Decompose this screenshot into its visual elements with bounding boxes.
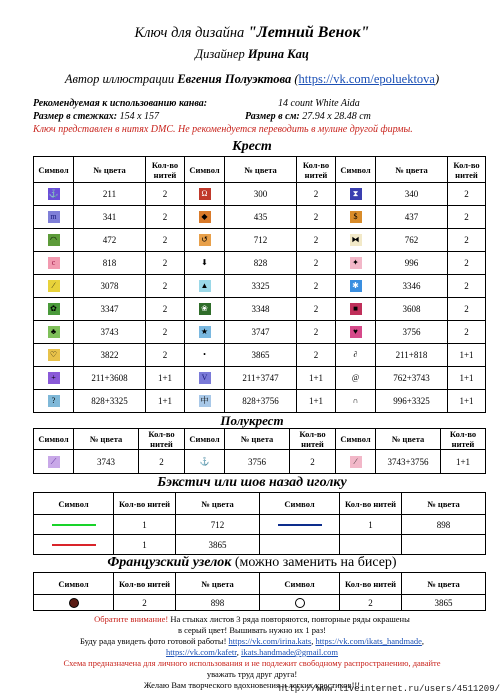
heart-shape-icon: ♥ — [350, 326, 362, 338]
strand-count: 1+1 — [297, 367, 336, 390]
size-row: Размер в стежках: 154 x 157 Размер в см: 27.94 x 28.48 cm — [33, 111, 371, 122]
heart-icon: ❀ — [199, 303, 211, 315]
star-filled-icon: ★ — [199, 326, 211, 338]
color-number: 437 — [376, 206, 448, 229]
strand-count: 2 — [448, 252, 486, 275]
symbol-cell — [185, 275, 225, 298]
column-header: № цвета — [74, 157, 146, 183]
letter-c-icon: c — [48, 257, 60, 269]
table-row — [34, 252, 486, 275]
color-number: 3756 — [225, 450, 290, 474]
symbol-cell — [34, 298, 74, 321]
column-header: Символ — [34, 493, 114, 515]
cross-section-title: Крест — [232, 139, 272, 154]
symbol-cell — [185, 321, 225, 344]
symbol-cell — [34, 252, 74, 275]
column-header: Символ — [185, 157, 225, 183]
symbol-cell — [34, 367, 74, 390]
author-link[interactable]: https://vk.com/epoluektova — [298, 72, 435, 86]
designer-line: Дизайнер Ирина Кац — [195, 47, 309, 61]
symbol-cell — [336, 183, 376, 206]
column-header: Символ — [260, 493, 340, 515]
symbol-cell — [336, 229, 376, 252]
strand-count: 2 — [290, 450, 336, 474]
color-number: 435 — [225, 206, 297, 229]
strand-count: 2 — [146, 183, 185, 206]
column-header: Кол-во нитей — [441, 429, 486, 450]
cross-stitch-table — [33, 156, 486, 413]
arch-down-icon: ∩ — [350, 395, 362, 407]
strand-count: 2 — [448, 275, 486, 298]
strand-count: 1+1 — [448, 390, 486, 413]
feather-icon: ⁄ — [350, 456, 362, 468]
column-header: № цвета — [376, 429, 441, 450]
color-number: 3346 — [376, 275, 448, 298]
symbol-cell — [185, 390, 225, 413]
color-number: 211+3747 — [225, 367, 297, 390]
strand-count: 2 — [146, 344, 185, 367]
down-arrow-icon: ⬇ — [199, 257, 211, 269]
table-row: 1 3865 — [34, 535, 486, 555]
strand-count: 2 — [448, 229, 486, 252]
strand-count: 2 — [146, 229, 185, 252]
color-number: 828 — [225, 252, 297, 275]
column-header: Кол-во нитей — [114, 573, 176, 595]
table-row: 1 712 1 898 — [34, 515, 486, 535]
column-header: Символ — [34, 429, 74, 450]
column-header: Кол-во нитей — [340, 573, 402, 595]
symbol-cell — [336, 206, 376, 229]
color-number: 828+3756 — [225, 390, 297, 413]
strand-count: 2 — [297, 183, 336, 206]
color-number: 996 — [376, 252, 448, 275]
color-number: 3347 — [74, 298, 146, 321]
wand-icon: ⁄ — [48, 280, 60, 292]
vk-link-handmade[interactable]: https://vk.com/ikats_handmade — [315, 636, 422, 646]
symbol-cell — [185, 298, 225, 321]
strand-count: 2 — [146, 321, 185, 344]
symbol-cell — [336, 298, 376, 321]
symbol-cell — [34, 450, 74, 474]
dmc-note: Ключ представлен в нитях DMC. Не рекомендуется переводить в мулине другой фирмы. — [33, 124, 413, 135]
symbol-cell — [34, 321, 74, 344]
symbol-cell — [185, 183, 225, 206]
author-name: Евгения Полуэктова — [177, 72, 292, 86]
color-number: 3348 — [225, 298, 297, 321]
filled-knot-icon — [69, 598, 79, 608]
designer-name: Ирина Кац — [247, 47, 309, 61]
french-knot-table — [33, 572, 486, 611]
anchor-icon: ⚓ — [48, 189, 59, 198]
vk-link-irina[interactable]: https://vk.com/irina.kats — [228, 636, 312, 646]
canvas-row: Рекомендуемая к использованию канва: 14 count White Aida — [33, 98, 360, 109]
strand-count: 2 — [297, 252, 336, 275]
table-row — [34, 275, 486, 298]
symbol-cell — [34, 206, 74, 229]
hourglass-icon: ⧗ — [350, 188, 362, 200]
author-line: Автор иллюстрации Евгения Полуэктова (https://vk.com/epoluektova) — [64, 72, 440, 86]
symbol-cell — [34, 275, 74, 298]
table-row — [34, 344, 486, 367]
color-number: 341 — [74, 206, 146, 229]
backstitch-section-title: Бэкстич или шов назад иголку — [157, 475, 347, 490]
column-header: Кол-во нитей — [448, 157, 486, 183]
symbol-cell — [185, 206, 225, 229]
symbol-cell — [336, 390, 376, 413]
table-row — [34, 321, 486, 344]
strand-count: 2 — [297, 275, 336, 298]
color-number: 3756 — [376, 321, 448, 344]
symbol-cell — [336, 450, 376, 474]
dollar-icon: $ — [350, 211, 362, 223]
column-header: Символ — [185, 429, 225, 450]
table-row — [34, 450, 486, 474]
backstitch-table — [33, 492, 486, 555]
strand-count: 2 — [297, 206, 336, 229]
column-header: Символ — [260, 573, 340, 595]
column-header: Кол-во нитей — [297, 157, 336, 183]
half-section-title: Полукрест — [220, 413, 284, 428]
symbol-cell — [336, 344, 376, 367]
question-icon: ? — [48, 395, 60, 407]
strand-count: 1+1 — [297, 390, 336, 413]
color-number: 762 — [376, 229, 448, 252]
symbol-cell — [336, 321, 376, 344]
color-number: 3608 — [376, 298, 448, 321]
column-header: № цвета — [225, 429, 290, 450]
color-number: 712 — [225, 229, 297, 252]
specs-block — [33, 98, 413, 137]
column-header: Кол-во нитей — [340, 493, 402, 515]
color-number: 762+3743 — [376, 367, 448, 390]
strand-count: 2 — [448, 298, 486, 321]
star-icon: ✦ — [350, 257, 362, 269]
table-row — [34, 206, 486, 229]
column-header: № цвета — [402, 493, 486, 515]
plus-icon: + — [48, 372, 60, 384]
bowtie-icon: ⧓ — [351, 235, 360, 244]
strand-count: 2 — [297, 298, 336, 321]
strand-count: 2 — [146, 206, 185, 229]
column-header: Символ — [336, 157, 376, 183]
column-header: Символ — [336, 429, 376, 450]
club-icon: ♣ — [48, 326, 60, 338]
column-header: Кол-во нитей — [290, 429, 336, 450]
column-header: № цвета — [176, 573, 260, 595]
color-number: 818 — [74, 252, 146, 275]
strand-count: 2 — [297, 344, 336, 367]
symbol-cell — [336, 275, 376, 298]
column-header: № цвета — [176, 493, 260, 515]
table-row — [34, 229, 486, 252]
color-number: 996+3325 — [376, 390, 448, 413]
triangle-icon: ▲ — [199, 280, 211, 292]
table-row: 2 898 2 3865 — [34, 595, 486, 611]
strand-count: 2 — [448, 321, 486, 344]
strand-count: 2 — [146, 252, 185, 275]
watermark: http://www.liveinternet.ru/users/4511209/ — [278, 684, 500, 694]
column-header: № цвета — [402, 573, 486, 595]
french-knot-section-title: Французский узелок (можно заменить на бисер) — [107, 555, 397, 570]
footer-notes: Обратите внимание! На стыках листов 3 ряда повторяются, повторные ряды окрашены в серый цвет! Вышивать нужно их 1 раз! Буду рада увидеть фото готовой работы! https://vk.com/irina.kats, https://vk.com/ikats_handmade, https://vk.com/kafetr, ikats.handmade@gmail.com Схема предназначена для личного использования и не подлежит свободному распространению, давайте уважать труд друг друга! Желаю Вам творческого вдохновения и легких крестиков!!! — [63, 614, 441, 690]
strand-count: 1+1 — [146, 367, 185, 390]
symbol-cell — [185, 450, 225, 474]
anchor-small-icon: ⚓ — [199, 456, 210, 466]
symbol-cell — [185, 344, 225, 367]
symbol-cell — [34, 229, 74, 252]
undo-arrow-icon: ↺ — [199, 234, 211, 246]
color-number: 211+3608 — [74, 367, 146, 390]
color-number: 211 — [74, 183, 146, 206]
column-header: № цвета — [225, 157, 297, 183]
symbol-cell — [185, 252, 225, 275]
strand-count: 2 — [146, 298, 185, 321]
vk-link-kafetr[interactable]: https://vk.com/kafetr — [165, 647, 237, 657]
table-row — [34, 183, 486, 206]
green-backstitch-line — [52, 524, 96, 526]
half-stitch-table — [33, 428, 486, 474]
column-header: Кол-во нитей — [139, 429, 185, 450]
column-header: № цвета — [376, 157, 448, 183]
strand-count: 2 — [448, 183, 486, 206]
color-number: 3747 — [225, 321, 297, 344]
gear-icon: ✿ — [48, 303, 60, 315]
arch-icon: ◠ — [48, 234, 60, 246]
color-number: 3743 — [74, 321, 146, 344]
empty-knot-icon — [295, 598, 305, 608]
color-number: 828+3325 — [74, 390, 146, 413]
at-icon: @ — [350, 372, 362, 384]
column-header: Кол-во нитей — [146, 157, 185, 183]
letter-m-icon: m — [48, 211, 60, 223]
red-backstitch-line — [52, 544, 96, 546]
color-number: 3743 — [74, 450, 139, 474]
symbol-cell — [34, 344, 74, 367]
symbol-cell — [185, 367, 225, 390]
column-header: Кол-во нитей — [114, 493, 176, 515]
strand-count: 2 — [297, 321, 336, 344]
column-header: № цвета — [74, 429, 139, 450]
strand-count: 1+1 — [441, 450, 486, 474]
table-row — [34, 367, 486, 390]
symbol-cell — [34, 390, 74, 413]
column-header: Символ — [34, 157, 74, 183]
strand-count: 1+1 — [448, 367, 486, 390]
symbol-cell — [185, 229, 225, 252]
symbol-cell — [336, 252, 376, 275]
dot-icon: • — [199, 349, 211, 361]
heart-outline-icon: ♡ — [48, 349, 60, 361]
asterisk-icon: ✱ — [350, 280, 362, 292]
color-number: 300 — [225, 183, 297, 206]
slash-icon: ⟋ — [48, 456, 60, 468]
table-row — [34, 298, 486, 321]
cross-box-icon: 中 — [200, 396, 209, 405]
column-header: Символ — [34, 573, 114, 595]
color-number: 211+818 — [376, 344, 448, 367]
symbol-cell — [34, 183, 74, 206]
letter-v-icon: V — [199, 372, 211, 384]
email-link[interactable]: ikats.handmade@gmail.com — [240, 647, 339, 657]
color-number: 3743+3756 — [376, 450, 441, 474]
diamond-icon: ◆ — [199, 211, 211, 223]
color-number: 3822 — [74, 344, 146, 367]
color-number: 340 — [376, 183, 448, 206]
strand-count: 2 — [448, 206, 486, 229]
table-row — [34, 390, 486, 413]
strand-count: 2 — [139, 450, 185, 474]
color-number: 3325 — [225, 275, 297, 298]
omega-icon: Ω — [199, 188, 211, 200]
symbol-cell — [336, 367, 376, 390]
color-number: 3865 — [225, 344, 297, 367]
swirl-icon: ∂ — [350, 349, 362, 361]
square-icon: ■ — [350, 303, 362, 315]
color-number: 472 — [74, 229, 146, 252]
design-name: "Летний Венок" — [247, 24, 370, 41]
blue-backstitch-line — [278, 524, 322, 526]
page-title: Ключ для дизайна "Летний Венок" — [134, 24, 370, 41]
strand-count: 2 — [297, 229, 336, 252]
strand-count: 2 — [146, 275, 185, 298]
strand-count: 1+1 — [448, 344, 486, 367]
strand-count: 1+1 — [146, 390, 185, 413]
color-number: 3078 — [74, 275, 146, 298]
